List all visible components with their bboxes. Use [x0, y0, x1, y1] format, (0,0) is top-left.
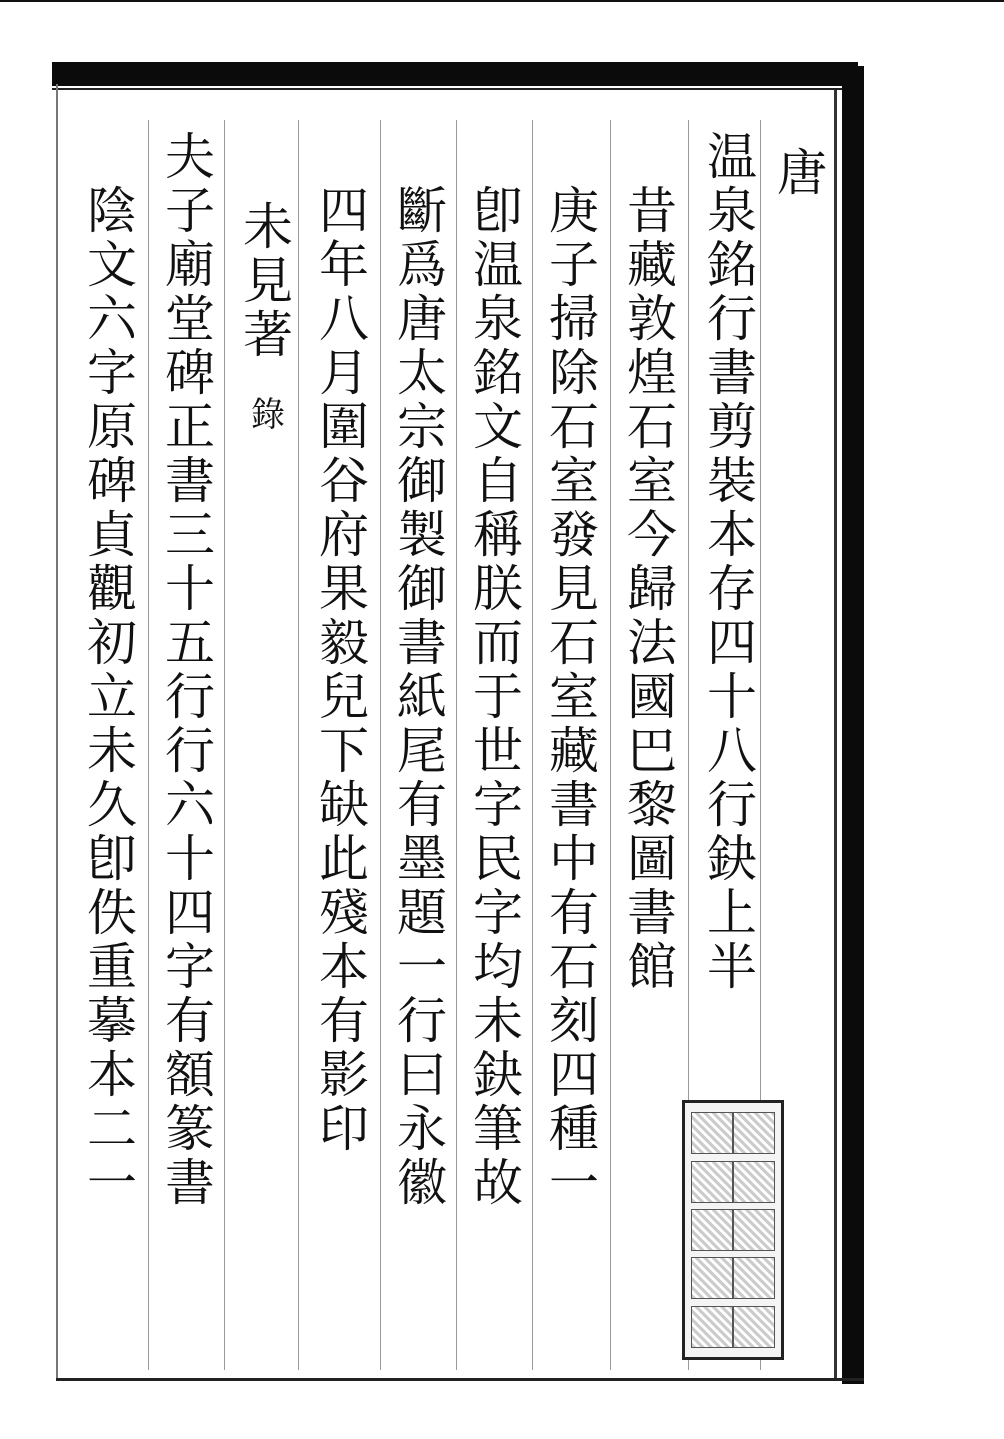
character: 裝	[707, 452, 757, 510]
character: 有	[165, 992, 215, 1050]
character: 著	[243, 306, 293, 364]
text-column-1	[770, 146, 834, 200]
character: 正	[165, 398, 215, 456]
character: 石	[627, 398, 677, 456]
character: 太	[397, 344, 447, 402]
character: 有	[549, 884, 599, 942]
character: 故	[473, 1154, 523, 1212]
character: 觀	[87, 560, 137, 618]
character: 十	[165, 560, 215, 618]
character: 製	[397, 506, 447, 564]
character: 府	[319, 506, 369, 564]
character: 久	[87, 776, 137, 834]
character: 摹	[87, 992, 137, 1050]
character: 篆	[165, 1100, 215, 1158]
character: 巴	[627, 722, 677, 780]
character: 原	[87, 398, 137, 456]
character: 子	[165, 182, 215, 240]
frame-bottom-border	[56, 1378, 864, 1381]
character: 十	[707, 668, 757, 726]
character: 銘	[473, 344, 523, 402]
character: 毅	[319, 614, 369, 672]
character: 發	[549, 506, 599, 564]
character: 額	[165, 1046, 215, 1104]
character: 歸	[627, 560, 677, 618]
character: 石	[549, 398, 599, 456]
character: 碑	[87, 452, 137, 510]
character: 本	[707, 506, 757, 564]
character: 見	[243, 252, 293, 310]
text-column-10	[80, 184, 144, 1210]
character: 一	[87, 1154, 137, 1212]
character: 貞	[87, 506, 137, 564]
character: 圍	[319, 398, 369, 456]
character: 今	[627, 506, 677, 564]
character: 掃	[549, 290, 599, 348]
character: 爲	[397, 236, 447, 294]
character: 書	[627, 884, 677, 942]
character: 墨	[397, 830, 447, 888]
character: 于	[473, 668, 523, 726]
character: 此	[319, 830, 369, 888]
character: 唐	[777, 144, 827, 202]
character: 書	[707, 344, 757, 402]
frame-left-border	[56, 84, 58, 1380]
character: 谷	[319, 452, 369, 510]
character: 温	[473, 236, 523, 294]
character: 筆	[473, 1100, 523, 1158]
character: 夫	[165, 128, 215, 186]
character: 缺	[319, 776, 369, 834]
character: 紙	[397, 668, 447, 726]
text-column-6	[390, 184, 454, 1210]
column-divider	[610, 120, 611, 1370]
character: 民	[473, 830, 523, 888]
frame-right-border	[842, 66, 864, 1384]
text-column-2	[700, 130, 764, 994]
character: 剪	[707, 398, 757, 456]
character: 一	[549, 1154, 599, 1212]
character: 五	[165, 614, 215, 672]
character: 文	[473, 398, 523, 456]
character: 尾	[397, 722, 447, 780]
frame-top-border	[52, 62, 858, 86]
column-divider	[532, 120, 533, 1370]
character: 本	[319, 938, 369, 996]
character: 國	[627, 668, 677, 726]
character: 書	[397, 614, 447, 672]
character: 宗	[397, 398, 447, 456]
character: 御	[397, 560, 447, 618]
text-column-9	[158, 130, 222, 1210]
column-divider	[456, 120, 457, 1370]
character: 印	[319, 1100, 369, 1158]
character: 法	[627, 614, 677, 672]
character: 黎	[627, 776, 677, 834]
character: 煌	[627, 344, 677, 402]
character: 書	[165, 1154, 215, 1212]
text-column-8-annotation	[236, 392, 300, 438]
character: 錄	[251, 395, 285, 435]
character: 鈌	[473, 1046, 523, 1104]
column-divider	[224, 120, 225, 1370]
text-column-7	[312, 184, 376, 1156]
character: 堂	[165, 290, 215, 348]
character: 未	[473, 992, 523, 1050]
character: 本	[87, 1046, 137, 1104]
character: 立	[87, 668, 137, 726]
character: 石	[549, 938, 599, 996]
collector-seal-stamp	[682, 1100, 784, 1360]
character: 字	[165, 938, 215, 996]
character: 除	[549, 344, 599, 402]
character: 影	[319, 1046, 369, 1104]
character: 種	[549, 1100, 599, 1158]
character: 題	[397, 884, 447, 942]
character: 泉	[473, 290, 523, 348]
character: 斷	[397, 182, 447, 240]
character: 有	[397, 776, 447, 834]
character: 圖	[627, 830, 677, 888]
character: 八	[707, 722, 757, 780]
page-top-rule	[0, 0, 1004, 2]
character: 行	[165, 722, 215, 780]
character: 稱	[473, 506, 523, 564]
text-column-3	[620, 184, 684, 994]
character: 下	[319, 722, 369, 780]
character: 文	[87, 236, 137, 294]
character: 見	[549, 560, 599, 618]
character: 室	[549, 452, 599, 510]
character: 世	[473, 722, 523, 780]
character: 朕	[473, 560, 523, 618]
character: 半	[707, 938, 757, 996]
character: 石	[549, 614, 599, 672]
character: 行	[707, 776, 757, 834]
character: 卽	[473, 182, 523, 240]
character: 卽	[87, 830, 137, 888]
character: 敦	[627, 290, 677, 348]
column-divider	[148, 120, 149, 1370]
text-column-4	[542, 184, 606, 1210]
character: 而	[473, 614, 523, 672]
character: 殘	[319, 884, 369, 942]
character: 子	[549, 236, 599, 294]
character: 年	[319, 236, 369, 294]
character: 四	[549, 1046, 599, 1104]
character: 佚	[87, 884, 137, 942]
character: 館	[627, 938, 677, 996]
character: 三	[165, 506, 215, 564]
column-divider	[380, 120, 381, 1370]
character: 四	[165, 884, 215, 942]
character: 温	[707, 128, 757, 186]
character: 徽	[397, 1154, 447, 1212]
character: 唐	[397, 290, 447, 348]
character: 書	[549, 776, 599, 834]
character: 未	[243, 198, 293, 256]
character: 御	[397, 452, 447, 510]
character: 行	[707, 290, 757, 348]
text-column-5	[466, 184, 530, 1210]
character: 行	[397, 992, 447, 1050]
character: 四	[707, 614, 757, 672]
character: 廟	[165, 236, 215, 294]
character: 刻	[549, 992, 599, 1050]
character: 字	[473, 776, 523, 834]
character: 有	[319, 992, 369, 1050]
character: 藏	[549, 722, 599, 780]
character: 中	[549, 830, 599, 888]
character: 昔	[627, 182, 677, 240]
character: 十	[165, 830, 215, 888]
character: 陰	[87, 182, 137, 240]
character: 行	[165, 668, 215, 726]
character: 二	[87, 1100, 137, 1158]
character: 六	[87, 290, 137, 348]
frame-right-inner-rule	[834, 90, 837, 1380]
character: 泉	[707, 182, 757, 240]
character: 八	[319, 290, 369, 348]
character: 重	[87, 938, 137, 996]
character: 均	[473, 938, 523, 996]
character: 六	[165, 776, 215, 834]
character: 一	[397, 938, 447, 996]
character: 存	[707, 560, 757, 618]
character: 庚	[549, 182, 599, 240]
character: 未	[87, 722, 137, 780]
character: 兒	[319, 668, 369, 726]
character: 果	[319, 560, 369, 618]
character: 永	[397, 1100, 447, 1158]
character: 字	[87, 344, 137, 402]
character: 藏	[627, 236, 677, 294]
text-column-8	[236, 200, 300, 362]
character: 書	[165, 452, 215, 510]
character: 四	[319, 182, 369, 240]
character: 碑	[165, 344, 215, 402]
character: 字	[473, 884, 523, 942]
character: 鈌	[707, 830, 757, 888]
character: 月	[319, 344, 369, 402]
character: 上	[707, 884, 757, 942]
character: 曰	[397, 1046, 447, 1104]
character: 銘	[707, 236, 757, 294]
character: 自	[473, 452, 523, 510]
character: 室	[549, 668, 599, 726]
character: 初	[87, 614, 137, 672]
character: 室	[627, 452, 677, 510]
